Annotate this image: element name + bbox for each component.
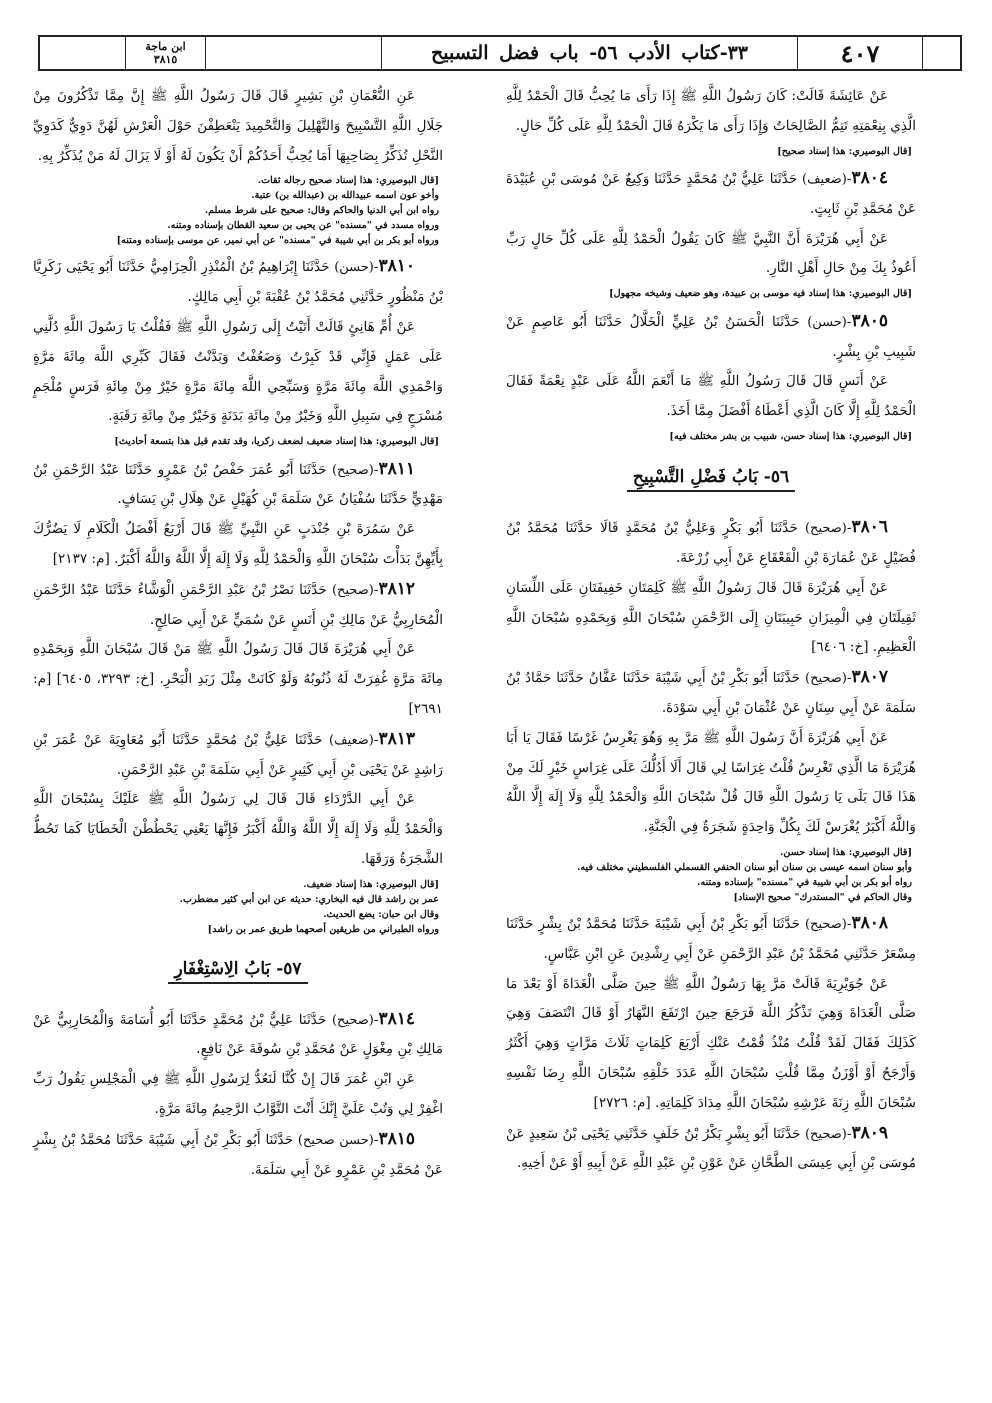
matn-paragraph: عَنْ أُمِّ هَانِئٍ قَالَتْ أَتَيْتُ إِلَى رَسُولِ اللَّهِ ﷺ فَقُلْتُ يَا رَسُولَ اللَّهِ دُلَّنِي عَلَى عَمَلٍ فَإِنِّي قَدْ كَبِرْتُ وَضَعُفْتُ وَبَدَّنْتُ فَقَالَ كَبِّرِي اللَّهَ مِائَةَ مَرَّةٍ وَاحْمَدِي اللَّهَ مِائَةَ مَرَّةٍ وَسَبِّحِي اللَّهَ مِائَةَ مَرَّةٍ خَيْرٌ مِنْ مِائَةِ فَرَسٍ مُلْجَمٍ مُسْرَجٍ فِي سَبِيلِ اللَّهِ وَخَيْرٌ مِنْ مِائَةِ بَدَنَةٍ وَخَيْرٌ مِنْ مِائَةِ رَقَبَةٍ. bbox=[33, 318, 443, 425]
footnote-block bbox=[506, 845, 916, 905]
hadith-number: ٣٨٠٤ bbox=[851, 168, 888, 189]
hadith-number: ٣٨٠٥ bbox=[851, 310, 888, 331]
matn-paragraph: عَنِ ابْنِ عُمَرَ قَالَ إِنْ كُنَّا لَنَعُدُّ لِرَسُولِ اللَّهِ ﷺ فِي الْمَجْلِسِ يَقُولُ رَبِّ اغْفِرْ لِي وَتُبْ عَلَيَّ إِنَّكَ أَنْتَ التَّوَّابُ الرَّحِيمُ مِائَةَ مَرَّةٍ. bbox=[33, 1071, 443, 1118]
isnad-text: حَدَّثَنَا عَلِيُّ بْنُ مُحَمَّدٍ حَدَّثَنَا أَبُو مُعَاوِيَةَ عَنْ عُمَرَ بْنِ رَاشِدٍ عَنْ يَحْيَى بْنِ أَبِي كَثِيرٍ عَنْ أَبِي سَلَمَةَ بْنِ عَبْدِ الرَّحْمَنِ. bbox=[33, 731, 443, 778]
hadith-entry: ٣٨٠٧-(صحيح) حَدَّثَنَا أَبُو بَكْرِ بْنُ أَبِي شَيْبَةَ حَدَّثَنَا عَفَّانُ حَدَّثَنَا حَمَّادُ بْنُ سَلَمَةَ عَنْ أَبِي سِنَانٍ عَنْ عُثْمَانَ بْنِ أَبِي سَوْدَةَ. bbox=[506, 667, 916, 717]
hadith-number: ٣٨٠٩ bbox=[851, 1122, 888, 1143]
footnote-line: [قال البوصيري: هذا إسناد ضعيف لضعف زكريا، وقد تقدم قبل هذا بتسعة أحاديث] bbox=[114, 436, 439, 448]
matn-paragraph: عَنِ النُّعْمَانِ بْنِ بَشِيرٍ قَالَ قَالَ رَسُولُ اللَّهِ ﷺ إِنَّ مِمَّا تَذْكُرُونَ مِنْ جَلَالِ اللَّهِ التَّسْبِيحَ وَالتَّهْلِيلَ وَالتَّحْمِيدَ يَنْعَطِفْنَ حَوْلَ الْعَرْشِ لَهُنَّ دَوِيٌّ كَدَوِيِّ النَّحْلِ تُذَكِّرُ بِصَاحِبِهَا أَمَا يُحِبُّ أَحَدُكُمْ أَنْ يَكُونَ لَهُ أَوْ لَا يَزَالَ لَهُ مَنْ يُذَكِّرُ بِهِ. bbox=[33, 88, 443, 164]
hadith-number: ٣٨٠٧ bbox=[851, 667, 889, 688]
isnad-text: حَدَّثَنَا أَبُو عُمَرَ حَفْصُ بْنُ عَمْرٍو حَدَّثَنَا عَبْدُ الرَّحْمَنِ بْنُ مَهْدِيٍّ حَدَّثَنَا سُفْيَانُ عَنْ سَلَمَةَ بْنِ كُهَيْلٍ عَنْ هِلَالِ بْنِ يَسَافٍ. bbox=[33, 461, 443, 508]
footnote-block bbox=[506, 429, 916, 446]
footnote-line: رواه ابن أبي الدنيا والحاكم وقال: صحيح على شرط مسلم. bbox=[204, 205, 439, 217]
hadith-grade: (صحيح) bbox=[805, 671, 847, 687]
right-text-column bbox=[506, 82, 916, 1179]
hadith-number: ٣٨٠٦ bbox=[851, 517, 888, 538]
hadith-grade: (صحيح) bbox=[804, 1126, 847, 1142]
book-reference-number: ٣٨١٥ bbox=[153, 53, 178, 66]
footnote-line: عمر بن راشد قال فيه البخاري: حديثه عن ابن أبي كثير مضطرب. bbox=[179, 893, 439, 905]
footnote-line: [قال البوصيري: هذا إسناد حسن، شبيب بن بشر مختلف فيه] bbox=[669, 430, 912, 442]
left-text-column bbox=[33, 82, 443, 1185]
footnote-block bbox=[506, 144, 916, 161]
page-number: ٤٠٧ bbox=[797, 37, 922, 69]
hadith-number: ٣٨١٠ bbox=[378, 256, 415, 277]
hadith-entry: ٣٨٠٩-(صحيح) حَدَّثَنَا أَبُو بِشْرٍ بَكْرُ بْنُ خَلَفٍ حَدَّثَنِي يَحْيَى بْنُ سَعِيدٍ عَنْ مُوسَى بْنِ أَبِي عِيسَى الطَّحَّانِ عَنْ عَوْنِ بْنِ عَبْدِ اللَّهِ عَنْ أَبِيهِ أَوْ عَنْ أَخِيهِ. bbox=[506, 1122, 916, 1172]
matn-paragraph: عَنْ أَبِي هُرَيْرَةَ أَنَّ النَّبِيَّ ﷺ كَانَ يَقُولُ الْحَمْدُ لِلَّهِ عَلَى كُلِّ حَالٍ رَبِّ أَعُوذُ بِكَ مِنْ حَالِ أَهْلِ النَّارِ. bbox=[506, 230, 916, 277]
hadith-entry: ٣٨١٠-(حسن) حَدَّثَنَا إِبْرَاهِيمُ بْنُ الْمُنْذِرِ الْحِزَامِيُّ حَدَّثَنَا أَبُو يَحْيَى زَكَرِيَّا بْنُ مَنْظُورٍ حَدَّثَنِي مُحَمَّدُ بْنُ عُقْبَةَ بْنِ أَبِي مَالِكٍ. bbox=[33, 256, 443, 306]
isnad-text: حَدَّثَنَا أَبُو بَكْرٍ وَعَلِيُّ بْنُ مُحَمَّدٍ قَالَا حَدَّثَنَا مُحَمَّدُ بْنُ فُضَيْلٍ عَنْ عُمَارَةَ بْنِ الْقَعْقَاعِ عَنْ أَبِي زُرْعَةَ. bbox=[506, 520, 916, 567]
hadith-entry: ٣٨١٤-(صحيح) حَدَّثَنَا عَلِيُّ بْنُ مُحَمَّدٍ حَدَّثَنَا أَبُو أُسَامَةَ وَالْمُحَارِبِيُّ عَنْ مَالِكِ بْنِ مِغْوَلٍ عَنْ مُحَمَّدِ بْنِ سُوقَةَ عَنْ نَافِعٍ. bbox=[33, 1008, 443, 1058]
header-blank-cell bbox=[205, 37, 381, 69]
book-reference-name: ابن ماجة bbox=[145, 40, 186, 53]
footnote-line: وقال ابن حبان: يضع الحديث. bbox=[323, 908, 439, 920]
footnote-line: [قال البوصيري: هذا إسناد حسن. bbox=[780, 847, 912, 859]
footnote-line: وأبو سنان اسمه عيسى بن سنان أبو سنان الحنفي القسملي الفلسطيني مختلف فيه. bbox=[577, 862, 912, 874]
isnad-text: حَدَّثَنَا نَصْرُ بْنُ عَبْدِ الرَّحْمَنِ الْوَشَّاءُ حَدَّثَنَا عَبْدُ الرَّحْمَنِ الْمُحَارِبِيُّ عَنْ مَالِكِ بْنِ أَنَسٍ عَنْ سُمَيٍّ عَنْ أَبِي صَالِحٍ. bbox=[33, 581, 443, 628]
hadith-grade: (صحيح) bbox=[804, 521, 847, 537]
hadith-number: ٣٨١١ bbox=[378, 458, 415, 479]
hadith-number: ٣٨١٣ bbox=[378, 728, 416, 749]
isnad-text: حَدَّثَنَا أَبُو بَكْرِ بْنُ أَبِي شَيْبَةَ حَدَّثَنَا عَفَّانُ حَدَّثَنَا حَمَّادُ بْنُ سَلَمَةَ عَنْ أَبِي سِنَانٍ عَنْ عُثْمَانَ بْنِ أَبِي سَوْدَةَ. bbox=[506, 670, 916, 717]
running-title: ٣٣-كتاب الأدب ٥٦- باب فضل التسبيح bbox=[381, 37, 797, 69]
hadith-entry: ٣٨٠٦-(صحيح) حَدَّثَنَا أَبُو بَكْرٍ وَعَلِيُّ بْنُ مُحَمَّدٍ قَالَا حَدَّثَنَا مُحَمَّدُ بْنُ فُضَيْلٍ عَنْ عُمَارَةَ بْنِ الْقَعْقَاعِ عَنْ أَبِي زُرْعَةَ. bbox=[506, 517, 916, 567]
hadith-grade: (حسن) bbox=[807, 314, 847, 330]
isnad-text: حَدَّثَنَا عَلِيُّ بْنُ مُحَمَّدٍ حَدَّثَنَا أَبُو أُسَامَةَ وَالْمُحَارِبِيُّ عَنْ مَالِكِ بْنِ مِغْوَلٍ عَنْ مُحَمَّدِ بْنِ سُوقَةَ عَنْ نَافِعٍ. bbox=[33, 1011, 443, 1058]
hadith-entry: ٣٨١٣-(ضعيف) حَدَّثَنَا عَلِيُّ بْنُ مُحَمَّدٍ حَدَّثَنَا أَبُو مُعَاوِيَةَ عَنْ عُمَرَ بْنِ رَاشِدٍ عَنْ يَحْيَى بْنِ أَبِي كَثِيرٍ عَنْ أَبِي سَلَمَةَ بْنِ عَبْدِ الرَّحْمَنِ. bbox=[33, 728, 443, 778]
footnote-block bbox=[33, 173, 443, 248]
isnad-text: حَدَّثَنَا أَبُو بَكْرِ بْنُ أَبِي شَيْبَةَ حَدَّثَنَا مُحَمَّدُ بْنُ بِشْرٍ حَدَّثَنَا مِسْعَرٌ حَدَّثَنِي مُحَمَّدُ بْنُ عَبْدِ الرَّحْمَنِ عَنْ أَبِي رِشْدِينَ عَنِ ابْنِ عَبَّاسٍ. bbox=[506, 916, 916, 962]
hadith-grade: (صحيح) bbox=[804, 917, 847, 933]
isnad-text: حَدَّثَنَا الْحَسَنُ بْنُ عَلِيٍّ الْخَلَّالُ حَدَّثَنَا أَبُو عَاصِمٍ عَنْ شَبِيبِ بْنِ بِشْرٍ. bbox=[506, 313, 916, 360]
hadith-number: ٣٨٠٨ bbox=[851, 913, 888, 934]
book-reference bbox=[125, 37, 205, 69]
hadith-entry: ٣٨١٢-(صحيح) حَدَّثَنَا نَصْرُ بْنُ عَبْدِ الرَّحْمَنِ الْوَشَّاءُ حَدَّثَنَا عَبْدُ الرَّحْمَنِ الْمُحَارِبِيُّ عَنْ مَالِكِ بْنِ أَنَسٍ عَنْ سُمَيٍّ عَنْ أَبِي صَالِحٍ. bbox=[33, 578, 443, 628]
matn-paragraph: عَنْ أَبِي الدَّرْدَاءِ قَالَ قَالَ لِي رَسُولُ اللَّهِ ﷺ عَلَيْكَ بِسُبْحَانَ اللَّهِ وَالْحَمْدُ لِلَّهِ وَلَا إِلَهَ إِلَّا اللَّهُ وَاللَّهُ أَكْبَرُ فَإِنَّهَا يَعْنِي يَحْطُطْنَ الْخَطَايَا كَمَا تَحُطُّ الشَّجَرَةُ وَرَقَهَا. bbox=[33, 791, 443, 868]
chapter-title: ٥٦- بَابُ فَضْلِ التَّسْبِيحِ bbox=[627, 467, 795, 492]
hadith-grade: (ضعيف) bbox=[329, 732, 374, 748]
hadith-grade: (ضعيف) bbox=[802, 172, 847, 188]
hadith-entry: ٣٨١١-(صحيح) حَدَّثَنَا أَبُو عُمَرَ حَفْصُ بْنُ عَمْرٍو حَدَّثَنَا عَبْدُ الرَّحْمَنِ بْنُ مَهْدِيٍّ حَدَّثَنَا سُفْيَانُ عَنْ سَلَمَةَ بْنِ كُهَيْلٍ عَنْ هِلَالِ بْنِ يَسَافٍ. bbox=[33, 458, 443, 508]
hadith-number: ٣٨١٥ bbox=[378, 1128, 415, 1149]
footnote-line: ورواه أبو بكر بن أبي شيبة في "مسنده" عن أبي نمير، عن موسى بإسناده ومتنه] bbox=[116, 235, 439, 247]
footnote-line: [قال البوصيري: هذا إسناد ضعيف. bbox=[303, 878, 439, 890]
footnote-line: [قال البوصيري: هذا إسناد صحيح] bbox=[777, 145, 912, 157]
isnad-text: حَدَّثَنَا عَلِيُّ بْنُ مُحَمَّدٍ حَدَّثَنَا وَكِيعٌ عَنْ مُوسَى بْنِ عُبَيْدَةَ عَنْ مُحَمَّدِ بْنِ ثَابِتٍ. bbox=[506, 171, 916, 217]
matn-paragraph: عَنْ جُوَيْرِيَةَ قَالَتْ مَرَّ بِهَا رَسُولُ اللَّهِ ﷺ حِينَ صَلَّى الْغَدَاةَ أَوْ بَعْدَ مَا صَلَّى الْغَدَاةَ وَهِيَ تَذْكُرُ اللَّهَ فَرَجَعَ حِينَ ارْتَفَعَ النَّهَارُ أَوْ قَالَ انْتَصَفَ وَهِيَ كَذَلِكَ فَقَالَ لَقَدْ قُلْتُ مُنْذُ قُمْتُ عَنْكِ أَرْبَعَ كَلِمَاتٍ ثَلَاثَ مَرَّاتٍ وَهِيَ أَكْثَرُ وَأَرْجَحُ أَوْ أَوْزَنُ مِمَّا قُلْتِ سُبْحَانَ اللَّهِ عَدَدَ خَلْقِهِ سُبْحَانَ اللَّهِ رِضَا نَفْسِهِ سُبْحَانَ اللَّهِ زِنَةَ عَرْشِهِ سُبْحَانَ اللَّهِ مِدَادَ كَلِمَاتِهِ. [م: ٢٧٢٦] bbox=[506, 975, 916, 1111]
matn-paragraph: عَنْ عَائِشَةَ قَالَتْ: كَانَ رَسُولُ اللَّهِ ﷺ إِذَا رَأَى مَا يُحِبُّ قَالَ الْحَمْدُ لِلَّهِ الَّذِي بِنِعْمَتِهِ تَتِمُّ الصَّالِحَاتُ وَإِذَا رَأَى مَا يَكْرَهُ قَالَ الْحَمْدُ لِلَّهِ عَلَى كُلِّ حَالٍ. bbox=[506, 88, 916, 134]
hadith-entry: ٣٨١٥-(حسن صحيح) حَدَّثَنَا أَبُو بَكْرِ بْنُ أَبِي شَيْبَةَ حَدَّثَنَا مُحَمَّدُ بْنُ بِشْرٍ عَنْ مُحَمَّدِ بْنِ عَمْرٍو عَنْ أَبِي سَلَمَةَ. bbox=[33, 1128, 443, 1178]
chapter-heading bbox=[506, 463, 916, 493]
isnad-text: حَدَّثَنَا إِبْرَاهِيمُ بْنُ الْمُنْذِرِ الْحِزَامِيُّ حَدَّثَنَا أَبُو يَحْيَى زَكَرِيَّا بْنُ مَنْظُورٍ حَدَّثَنِي مُحَمَّدُ بْنُ عُقْبَةَ بْنِ أَبِي مَالِكٍ. bbox=[33, 259, 443, 306]
footnote-line: وأخو عون اسمه عبيدالله بن (عبدالله بن) عتبة. bbox=[251, 190, 439, 202]
footnote-line: [قال البوصيري: هذا إسناد فيه موسى بن عبيدة، وهو ضعيف وشيخه مجهول] bbox=[609, 288, 912, 300]
hadith-grade: (حسن) bbox=[334, 260, 374, 276]
header-blank-cell bbox=[40, 37, 125, 69]
matn-paragraph: عَنْ أَبِي هُرَيْرَةَ قَالَ قَالَ رَسُولُ اللَّهِ ﷺ كَلِمَتَانِ خَفِيفَتَانِ عَلَى اللِّسَانِ ثَقِيلَتَانِ فِي الْمِيزَانِ حَبِيبَتَانِ إِلَى الرَّحْمَنِ سُبْحَانَ اللَّهِ وَبِحَمْدِهِ سُبْحَانَ اللَّهِ الْعَظِيمِ. [خ: ٦٤٠٦] bbox=[506, 579, 916, 656]
page-header bbox=[38, 35, 962, 71]
footnote-line: رواه أبو بكر بن أبي شيبة في "مسنده" بإسناده ومتنه. bbox=[697, 877, 912, 889]
chapter-title: ٥٧- بَابُ الِاسْتِغْفَارِ bbox=[168, 959, 307, 984]
footnote-block bbox=[33, 434, 443, 451]
isnad-text: حَدَّثَنَا أَبُو بَكْرِ بْنُ أَبِي شَيْبَةَ حَدَّثَنَا مُحَمَّدُ بْنُ بِشْرٍ عَنْ مُحَمَّدِ بْنِ عَمْرٍو عَنْ أَبِي سَلَمَةَ. bbox=[33, 1131, 443, 1178]
hadith-grade: (صحيح) bbox=[331, 582, 374, 598]
footnote-block bbox=[506, 286, 916, 303]
hadith-entry: ٣٨٠٤-(ضعيف) حَدَّثَنَا عَلِيُّ بْنُ مُحَمَّدٍ حَدَّثَنَا وَكِيعٌ عَنْ مُوسَى بْنِ عُبَيْدَةَ عَنْ مُحَمَّدِ بْنِ ثَابِتٍ. bbox=[506, 168, 916, 217]
header-blank-cell bbox=[922, 37, 960, 69]
footnote-line: [قال البوصيري: هذا إسناد صحيح رجاله ثقات. bbox=[257, 175, 439, 187]
hadith-grade: (حسن صحيح) bbox=[297, 1132, 374, 1148]
footnote-line: ورواه مسدد في "مسنده" عن يحيى بن سعيد القطان بإسناده ومتنه. bbox=[167, 220, 439, 232]
footnote-line: وقال الحاكم في "المستدرك" صحيح الإسناد] bbox=[733, 892, 912, 904]
hadith-number: ٣٨١٤ bbox=[378, 1008, 415, 1029]
hadith-entry: ٣٨٠٥-(حسن) حَدَّثَنَا الْحَسَنُ بْنُ عَلِيٍّ الْخَلَّالُ حَدَّثَنَا أَبُو عَاصِمٍ عَنْ شَبِيبِ بْنِ بِشْرٍ. bbox=[506, 310, 916, 360]
chapter-heading bbox=[33, 955, 443, 985]
footnote-line: ورواه الطبراني من طريقين أصحهما طريق عمر بن راشد] bbox=[207, 923, 439, 935]
matn-paragraph: عَنْ سَمُرَةَ بْنِ جُنْدَبٍ عَنِ النَّبِيِّ ﷺ قَالَ أَرْبَعٌ أَفْضَلُ الْكَلَامِ لَا يَضُرُّكَ بِأَيِّهِنَّ بَدَأْتَ سُبْحَانَ اللَّهِ وَالْحَمْدُ لِلَّهِ وَلَا إِلَهَ إِلَّا اللَّهُ وَاللَّهُ أَكْبَرُ. [م: ٢١٣٧] bbox=[33, 521, 443, 568]
hadith-grade: (صحيح) bbox=[331, 1012, 374, 1028]
hadith-number: ٣٨١٢ bbox=[378, 578, 415, 599]
hadith-entry: ٣٨٠٨-(صحيح) حَدَّثَنَا أَبُو بَكْرِ بْنُ أَبِي شَيْبَةَ حَدَّثَنَا مُحَمَّدُ بْنُ بِشْرٍ حَدَّثَنَا مِسْعَرٌ حَدَّثَنِي مُحَمَّدُ بْنُ عَبْدِ الرَّحْمَنِ عَنْ أَبِي رِشْدِينَ عَنِ ابْنِ عَبَّاسٍ. bbox=[506, 913, 916, 962]
footnote-block bbox=[33, 877, 443, 937]
hadith-grade: (صحيح) bbox=[331, 462, 374, 478]
isnad-text: حَدَّثَنَا أَبُو بِشْرٍ بَكْرُ بْنُ خَلَفٍ حَدَّثَنِي يَحْيَى بْنُ سَعِيدٍ عَنْ مُوسَى بْنِ أَبِي عِيسَى الطَّحَّانِ عَنْ عَوْنِ بْنِ عَبْدِ اللَّهِ عَنْ أَبِيهِ أَوْ عَنْ أَخِيهِ. bbox=[506, 1125, 916, 1172]
matn-paragraph: عَنْ أَنَسٍ قَالَ قَالَ رَسُولُ اللَّهِ ﷺ مَا أَنْعَمَ اللَّهُ عَلَى عَبْدٍ نِعْمَةً فَقَالَ الْحَمْدُ لِلَّهِ إِلَّا كَانَ الَّذِي أَعْطَاهُ أَفْضَلَ مِمَّا أَخَذَ. bbox=[506, 373, 916, 420]
matn-paragraph: عَنْ أَبِي هُرَيْرَةَ أَنَّ رَسُولَ اللَّهِ ﷺ مَرَّ بِهِ وَهُوَ يَغْرِسُ غَرْسًا فَقَالَ يَا أَبَا هُرَيْرَةَ مَا الَّذِي تَغْرِسُ قُلْتُ غِرَاسًا لِي قَالَ أَلَا أَدُلُّكَ عَلَى غِرَاسٍ خَيْرٍ لَكَ مِنْ هَذَا قَالَ بَلَى يَا رَسُولَ اللَّهِ قَالَ قُلْ سُبْحَانَ اللَّهِ وَالْحَمْدُ لِلَّهِ وَلَا إِلَهَ إِلَّا اللَّهُ وَاللَّهُ أَكْبَرُ يُغْرَسْ لَكَ بِكُلِّ وَاحِدَةٍ شَجَرَةٌ فِي الْجَنَّةِ. bbox=[506, 729, 916, 836]
matn-paragraph: عَنْ أَبِي هُرَيْرَةَ قَالَ قَالَ رَسُولُ اللَّهِ ﷺ مَنْ قَالَ سُبْحَانَ اللَّهِ وَبِحَمْدِهِ مِائَةَ مَرَّةٍ غُفِرَتْ لَهُ ذُنُوبُهُ وَلَوْ كَانَتْ مِثْلَ زَبَدِ الْبَحْرِ. [خ: ٣٢٩٣، ٦٤٠٥] [م: ٢٦٩١] bbox=[33, 641, 443, 718]
